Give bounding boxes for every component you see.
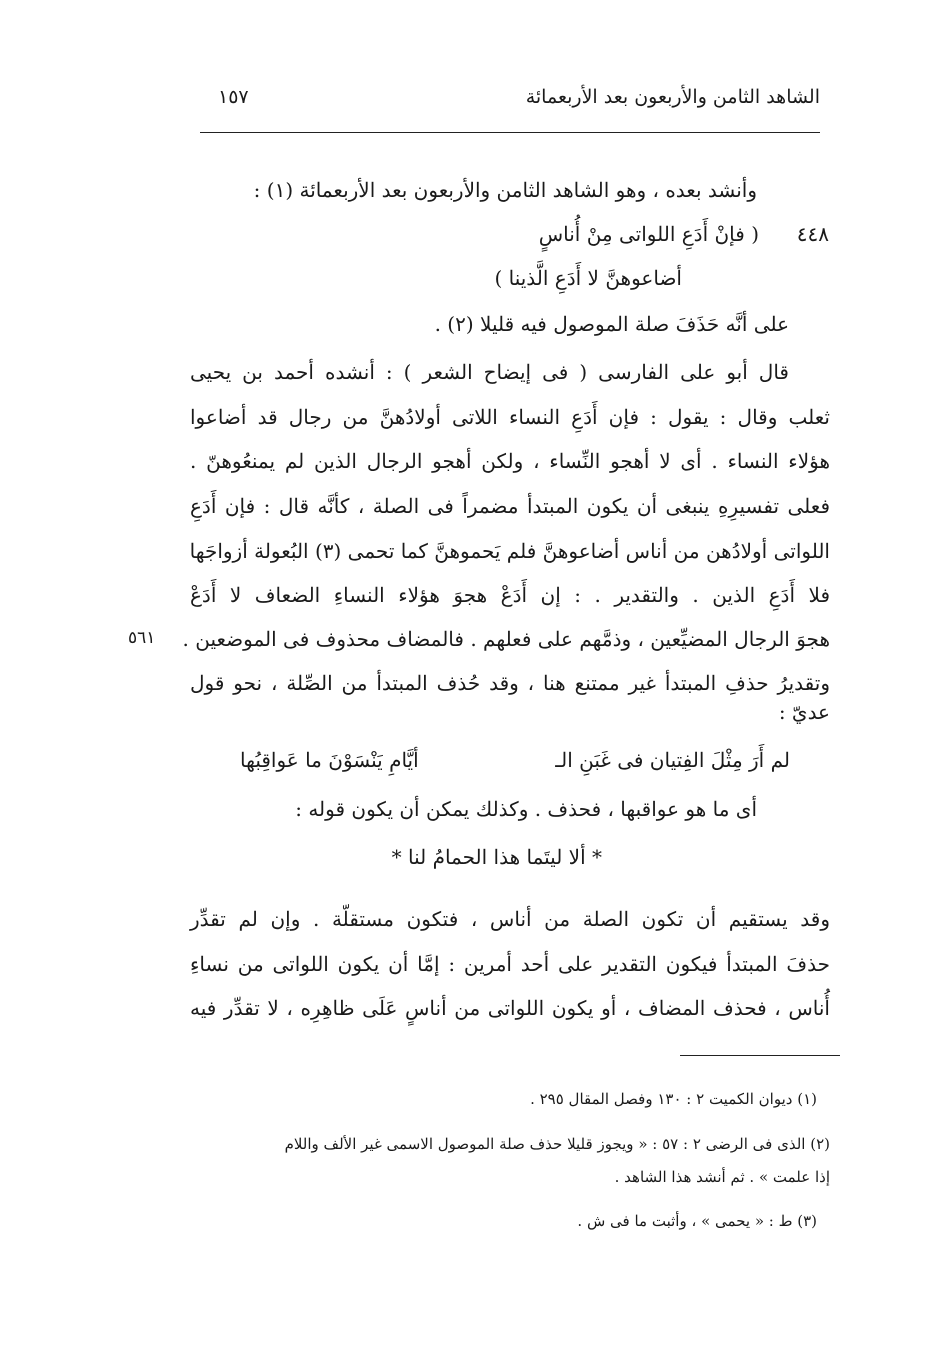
verse-line-2: أضاعوهنَّ لا أَدَعِ الَّذينا ) — [494, 266, 682, 290]
paragraph-line: هجوَ الرجال المضيِّعين ، وذمَّهم على فعلهم . فالمضاف محذوف فى الموضعين . — [182, 627, 830, 651]
verse-number: ٤٤٨ — [796, 222, 829, 246]
paragraph-line: قال أبو على الفارسى ( فى إيضاح الشعر ) : أنشده أحمد بن يحيى — [190, 360, 789, 384]
page-header — [200, 86, 820, 126]
paragraph-line: أُناس ، فحذف المضاف ، أو يكون اللواتى من أناسٍ عَلَى ظاهِرِه ، لا تقدِّر فيه — [190, 996, 830, 1020]
paragraph-line: وقد يستقيم أن تكون الصلة من أناس ، فتكون مستقلّة . وإن لم تقدِّر — [190, 907, 830, 931]
footnote-1: (١) ديوان الكميت ٢ : ١٣٠ وفصل المقال ٢٩٥ . — [530, 1090, 817, 1108]
footnote-2-line-2: إذا علمت » . ثم أنشد هذا الشاهد . — [614, 1168, 830, 1186]
page-number: ١٥٧ — [218, 86, 249, 108]
paragraph-line: اللواتى أولادُهن من أناس أضاعوهنَّ فلم يَحموهنَّ كما تحمى (٣) البُعولة أزواجَها — [189, 539, 830, 563]
paragraph-line: وتقديرُ حذفِ المبتدأ غير ممتنع هنا ، وقد حُذف المبتدأ من الصِّلة ، نحو قول — [190, 671, 830, 695]
paragraph-line: هؤلاء النساء . أى لا أهجو النِّساء ، ولكن أهجو الرجال الذين لم يمنعُوهنّ . — [190, 449, 830, 473]
footnote-rule — [680, 1055, 840, 1056]
half-verse: * ألا ليتَما هذا الحمامُ لنا * — [391, 845, 602, 869]
poem-hemistich-left: أيَّامِ يَنْسَوْنَ ما عَواقِبُها — [240, 748, 419, 772]
paragraph-line: فعلى تفسيرِهِ ينبغى أن يكون المبتدأ مضمراً فى الصلة ، كأنَّه قال : فإن أَدَعِ — [190, 494, 830, 518]
explanation-line: أى ما هو عواقبها ، فحذف . وكذلك يمكن أن يكون قوله : — [295, 797, 757, 821]
margin-number: ٥٦١ — [128, 628, 156, 648]
note-line: على أنَّه حَذَفَ صلة الموصول فيه قليلا (٢) . — [434, 312, 789, 336]
poem-hemistich-right: لم أَرَ مِثْلَ الفِتيان فى غَبَنِ الـ — [555, 748, 790, 772]
paragraph-line: حذفَ المبتدأ فيكون التقدير على أحد أمرين : إمَّا أن يكون اللواتى من نساءِ — [190, 952, 830, 976]
running-title: الشاهد الثامن والأربعون بعد الأربعمائة — [525, 86, 820, 108]
paragraph-line: عديّ : — [778, 700, 830, 724]
paragraph-line: ثعلب وقال : يقول : فإن أَدَعِ النساء اللاتى أولادُهنَّ من رجال قد أضاعوا — [190, 405, 830, 429]
intro-line: وأنشد بعده ، وهو الشاهد الثامن والأربعون بعد الأربعمائة (١) : — [253, 178, 757, 202]
header-rule — [200, 132, 820, 133]
verse-line-1: ( فإنْ أَدَعِ اللواتى مِنْ أُناسٍ — [538, 222, 759, 246]
footnote-2-line-1: (٢) الذى فى الرضى ٢ : ٥٧ : « ويجوز قليلا حذف صلة الموصول الاسمى غير الألف واللام — [284, 1135, 830, 1153]
footnote-3: (٣) ط : « يحمى » ، وأثبت ما فى ش . — [577, 1212, 817, 1230]
paragraph-line: فلا أَدَعِ الذين . والتقدير . : إن أَدَعْ هجوَ هؤلاء النساءِ الضعاف لا أَدَعْ — [190, 583, 830, 607]
